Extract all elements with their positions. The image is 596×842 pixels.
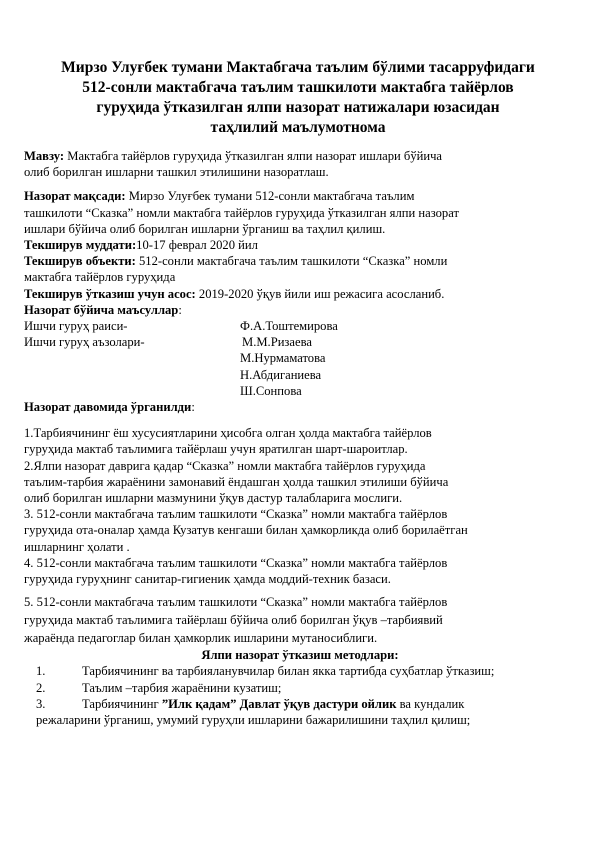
goal-text-2: ташкилоти “Сказка” номли мактабга тайёрлов гуруҳида ўтказилган ялпи назорат [24, 205, 459, 220]
member-name-1: М.М.Ризаева [242, 335, 312, 350]
method-3-post: ва кундалик [396, 696, 465, 711]
object-text-1: 512-сонли мактабгача таълим ташкилоти “Сказка” номли [135, 254, 448, 269]
method-2-number: 2. [36, 680, 46, 695]
item-4-line-2: гуруҳида гуруҳнинг санитар-гигиеник ҳамда моддий-техник базаси. [24, 572, 391, 587]
chair-label: Ишчи гуруҳ раиси- [24, 319, 128, 334]
member-name-2: М.Нурмаматова [240, 351, 326, 366]
method-2-text: Таълим –тарбия жараёнини кузатиш; [82, 680, 282, 695]
methods-title: Ялпи назорат ўтказиш методлари: [201, 648, 399, 663]
method-3-program: ”Илк қадам” Давлат ўқув дастури ойлик [161, 696, 397, 711]
goal-text-3: ишлари бўйича олиб борилган ишларни ўрганиш ва таҳлил қилиш. [24, 221, 386, 236]
object-label: Текширув объекти: [24, 254, 136, 269]
title-line-2: 512-сонли мактабгача таълим ташкилоти мактабга тайёрлов [82, 79, 514, 96]
period-paragraph [24, 237, 576, 253]
goal-paragraph [24, 188, 576, 204]
goal-label: Назорат мақсади: [24, 189, 126, 204]
method-1-text: Тарбиячининг ва тарбияланувчилар билан якка тартибда суҳбатлар ўтказиш; [82, 664, 495, 679]
studied-heading [24, 399, 576, 415]
chair-name: Ф.А.Тоштемирова [240, 319, 338, 334]
document-title [40, 58, 556, 138]
item-3-line-3: ишларнинг ҳолати . [24, 539, 130, 554]
item-3-line-1: 3. 512-сонли мактабгача таълим ташкилоти “Сказка” номли мактабга тайёрлов [24, 507, 448, 522]
method-3-number: 3. [36, 696, 46, 711]
topic-label: Мавзу: [24, 149, 65, 163]
item-5-line-3: жараёнда педагоглар билан ҳамкорлик ишларини мутаносиблиги. [24, 631, 378, 646]
item-2-line-1: 2.Ялпи назорат даврига қадар “Сказка” номли мактабга тайёрлов гуруҳида [24, 458, 426, 473]
studied-colon: : [191, 400, 195, 415]
member-name-3: Н.Абдиганиева [240, 367, 322, 382]
method-item-1 [24, 663, 576, 679]
basis-text: 2019-2020 ўқув йили иш режасига асосланиб. [195, 286, 445, 301]
studied-label: Назорат давомида ўрганилди [24, 400, 192, 415]
item-2-line-2: таълим-тарбия жараёнини замонавий ёндашган ҳолда ташкил этилиши бўйича [24, 474, 449, 489]
topic-text-2: олиб борилган ишларни ташкил этилишини назоратлаш. [24, 165, 329, 180]
object-paragraph [24, 253, 576, 269]
period-label: Текширув муддати: [24, 238, 137, 253]
title-line-4: таҳлилий маълумотнома [210, 119, 386, 136]
item-2-line-3: олиб борилган ишларни мазмунини ўқув дастур талабларига мослиги. [24, 491, 403, 506]
item-1-line-1: 1.Тарбиячининг ёш хусусиятларини ҳисобга олган ҳолда мактабга тайёрлов [24, 426, 432, 441]
members-row [24, 334, 576, 350]
item-4-line-1: 4. 512-сонли мактабгача таълим ташкилоти “Сказка” номли мактабга тайёрлов [24, 555, 448, 570]
responsible-heading [24, 302, 576, 318]
basis-label: Текширув ўтказиш учун асос: [24, 286, 196, 301]
goal-text-1: Мирзо Улуғбек тумани 512-сонли мактабгача таълим [125, 189, 415, 204]
responsible-label: Назорат бўйича маъсуллар [24, 302, 179, 317]
title-line-3: гуруҳида ўтказилган ялпи назорат натижалари юзасидан [96, 99, 500, 116]
chair-row [24, 318, 576, 334]
item-5-line-2: гуруҳида мактаб таълимига тайёрлаш бўйича олиб борилган ўқув –тарбиявий [24, 613, 443, 628]
title-line-1: Мирзо Улуғбек тумани Мактабгача таълим бўлими тасарруфидаги [61, 59, 535, 76]
item-3-line-2: гуруҳида ота-оналар ҳамда Кузатув кенгаши билан ҳамкорликда олиб борилаётган [24, 523, 468, 538]
responsible-colon: : [178, 302, 182, 317]
document-body [24, 148, 576, 728]
method-3-line-2: режаларини ўрганиш, умумий гуруҳли ишларини бажарилишини таҳлил қилиш; [36, 713, 471, 728]
member-name-4: Ш.Сонпова [240, 383, 302, 398]
method-item-2 [24, 680, 576, 696]
method-item-3 [24, 696, 576, 712]
object-text-2: мактабга тайёрлов гуруҳида [24, 270, 176, 285]
topic-text-1: Мактабга тайёрлов гуруҳида ўтказилган ялпи назорат ишлари бўйича [64, 149, 443, 163]
basis-paragraph [24, 286, 576, 302]
topic-paragraph [24, 148, 576, 164]
item-5-line-1: 5. 512-сонли мактабгача таълим ташкилоти “Сказка” номли мактабга тайёрлов [24, 595, 448, 610]
period-text: 10-17 феврал 2020 йил [136, 238, 258, 253]
members-label: Ишчи гуруҳ аъзолари- [24, 335, 145, 350]
method-1-number: 1. [36, 664, 46, 679]
item-1-line-2: гуруҳида мактаб таълимига тайёрлаш учун яратилган шарт-шароитлар. [24, 442, 408, 457]
method-3-pre: Тарбиячининг [82, 696, 162, 711]
